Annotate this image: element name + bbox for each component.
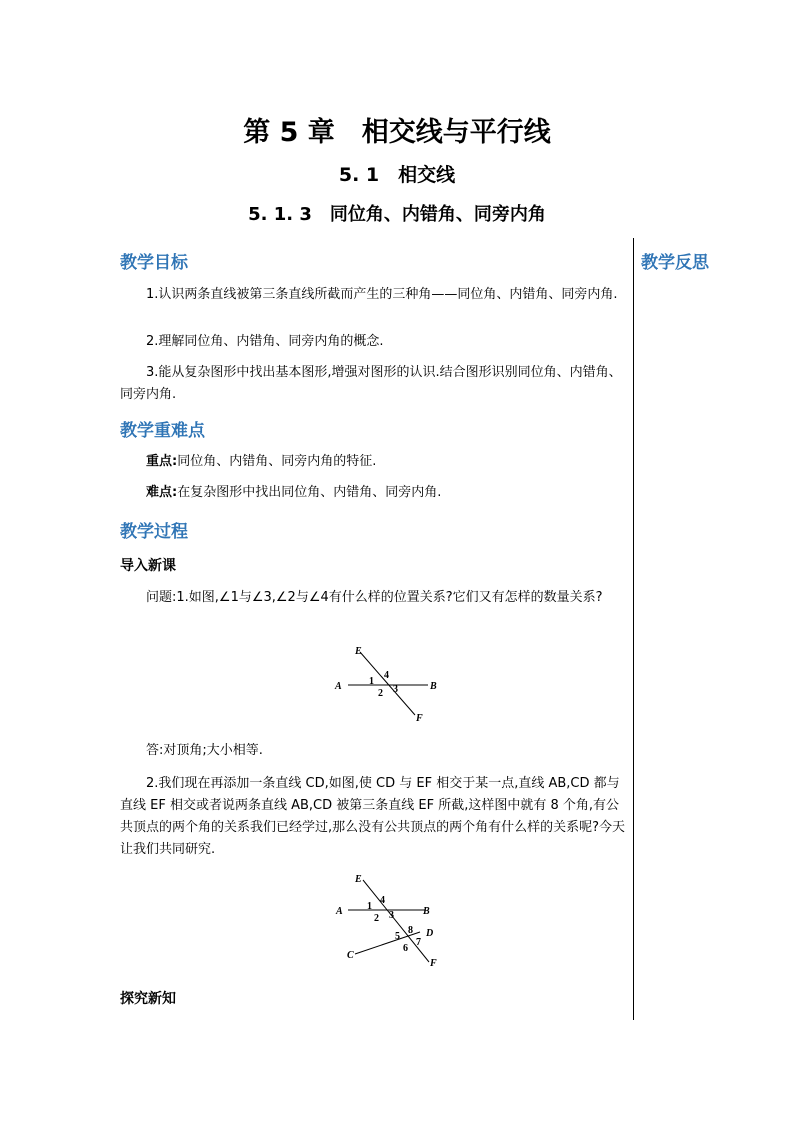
fig1-label-b: B bbox=[430, 681, 437, 692]
figure-2 bbox=[330, 872, 450, 972]
fig2-label-c: C bbox=[347, 950, 354, 961]
explore-heading: 探究新知 bbox=[120, 991, 176, 1007]
fig2-label-d: D bbox=[426, 928, 434, 939]
goal-item-2: 2.理解同位角、内错角、同旁内角的概念. bbox=[146, 334, 384, 349]
section-title: 5. 1 相交线 bbox=[338, 164, 456, 186]
figure-1 bbox=[330, 642, 450, 724]
subsection-title: 5. 1. 3 同位角、内错角、同旁内角 bbox=[248, 204, 546, 225]
difficult-point bbox=[120, 482, 628, 504]
key-point-text: 同位角、内错角、同旁内角的特征. bbox=[177, 454, 377, 469]
chapter-title: 第 5 章 相交线与平行线 bbox=[243, 117, 551, 148]
fig2-label-f: F bbox=[430, 958, 437, 969]
fig1-angle-4: 4 bbox=[384, 670, 389, 681]
key-point-label: 重点: bbox=[146, 454, 178, 469]
fig2-angle-2: 2 bbox=[374, 913, 379, 924]
fig1-angle-1: 1 bbox=[369, 676, 374, 687]
fig2-label-b: B bbox=[423, 906, 430, 917]
fig2-angle-1: 1 bbox=[367, 901, 372, 912]
goals-heading: 教学目标 bbox=[120, 253, 188, 273]
fig2-label-a: A bbox=[336, 906, 343, 917]
fig1-angle-3: 3 bbox=[393, 684, 398, 695]
difficulties-heading: 教学重难点 bbox=[120, 421, 205, 441]
process-heading: 教学过程 bbox=[120, 522, 188, 542]
fig2-label-e: E bbox=[355, 874, 362, 885]
fig2-angle-4: 4 bbox=[380, 895, 385, 906]
difficult-point-label: 难点: bbox=[146, 485, 178, 500]
fig2-angle-7: 7 bbox=[416, 937, 421, 948]
intro-heading: 导入新课 bbox=[120, 558, 176, 574]
question-2: 2.我们现在再添加一条直线 CD,如图,使 CD 与 EF 相交于某一点,直线 AB,CD 都与直线 EF 相交或者说两条直线 AB,CD 被第三条直线 EF 所截,这样图中就有 8 个角,有公共顶点的两个角的关系我们已经学过,那么没有公共顶点的两个角有什么样的关系呢?今天让我们共同研究. bbox=[120, 776, 626, 857]
fig2-angle-8: 8 bbox=[408, 925, 413, 936]
fig1-label-f: F bbox=[416, 713, 423, 724]
key-point bbox=[120, 451, 628, 473]
fig1-label-e: E bbox=[355, 646, 362, 657]
question-1: 问题:1.如图,∠1与∠3,∠2与∠4有什么样的位置关系?它们又有怎样的数量关系? bbox=[146, 590, 603, 605]
fig1-label-a: A bbox=[335, 681, 342, 692]
goal-item-1: 1.认识两条直线被第三条直线所截而产生的三种角——同位角、内错角、同旁内角. bbox=[146, 287, 618, 302]
answer-1: 答:对顶角;大小相等. bbox=[146, 743, 263, 758]
reflection-heading: 教学反思 bbox=[641, 253, 709, 273]
fig2-angle-6: 6 bbox=[403, 943, 408, 954]
difficult-point-text: 在复杂图形中找出同位角、内错角、同旁内角. bbox=[177, 485, 442, 500]
goal-item-3: 3.能从复杂图形中找出基本图形,增强对图形的认识.结合图形识别同位角、内错角、同旁内角. bbox=[120, 365, 622, 402]
fig1-angle-2: 2 bbox=[378, 688, 383, 699]
fig2-angle-5: 5 bbox=[395, 931, 400, 942]
fig2-angle-3: 3 bbox=[389, 910, 394, 921]
column-divider bbox=[633, 238, 634, 1020]
